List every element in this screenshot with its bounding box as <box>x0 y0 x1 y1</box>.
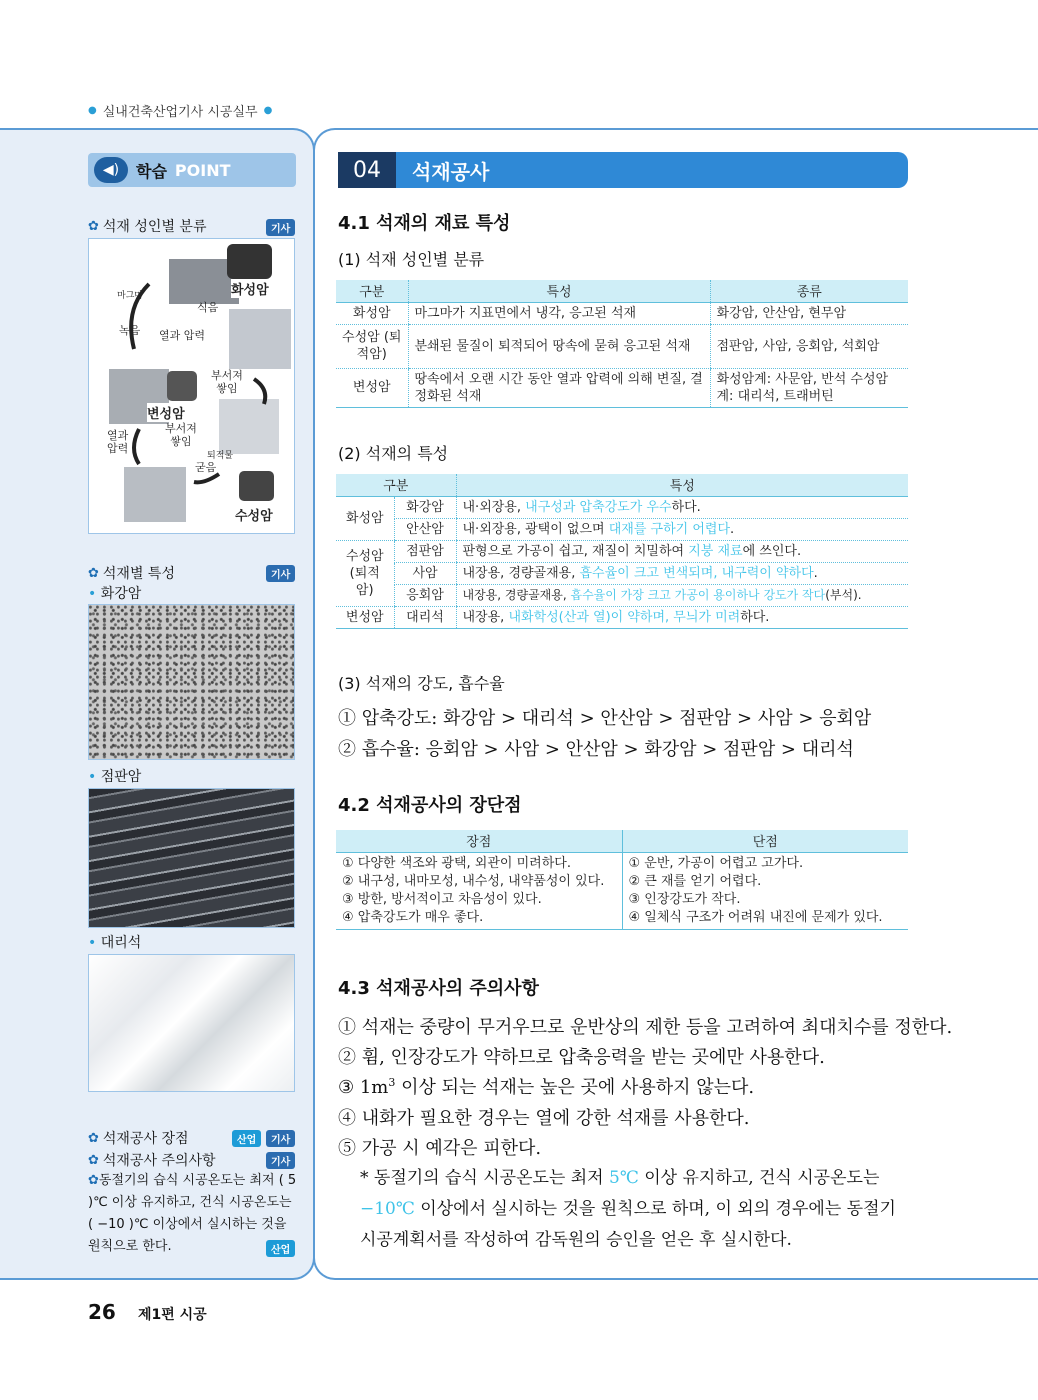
con-item: ① 운반, 가공이 어렵고 고가다. <box>628 855 804 871</box>
subheading-classification: (1) 석재 성인별 분류 <box>338 250 485 269</box>
section-header <box>338 152 908 188</box>
winter-note: * 동절기의 습식 시공온도는 최저 5℃ 이상 유지하고, 건식 시공온도는 −10℃ 이상에서 실시하는 것을 원칙으로 하며, 이 외의 경우에는 동절기 시공계획서를 작성하여 감독원의 승인을 얻은 후 실시한다. <box>360 1168 896 1250</box>
rock-cycle-diagram <box>88 238 295 534</box>
pro-item: ④ 압축강도가 매우 좋다. <box>342 909 484 925</box>
section-number: 04 <box>338 152 396 188</box>
label-heat-pressure-2: 열과 압력 <box>107 429 129 455</box>
heading-4-2: 4.2 석재공사의 장단점 <box>338 795 522 816</box>
con-item: ④ 일체식 구조가 어려워 내진에 문제가 있다. <box>628 909 883 925</box>
section-title: 석재공사 <box>412 159 490 184</box>
label-granite: • 화강암 <box>88 586 142 602</box>
strength-line-2: ② 흡수율: 응회암 > 사암 > 안산암 > 화강암 > 점판암 > 대리석 <box>338 739 854 760</box>
label-cooling: 식음 <box>197 301 219 314</box>
label-magma: 마그마 <box>117 291 144 301</box>
part-label: 제1편 시공 <box>138 1307 207 1323</box>
label-sedimentary: 수성암 <box>235 505 273 524</box>
sidebar-item-precautions: ✿ 석재공사 주의사항 <box>88 1152 216 1169</box>
con-item: ② 큰 재를 얻기 어렵다. <box>628 873 762 889</box>
badge-gisa: 기사 <box>266 1152 295 1169</box>
con-item: ③ 인장강도가 작다. <box>628 891 741 907</box>
pro-item: ① 다양한 색조와 광택, 외관이 미려하다. <box>342 855 571 871</box>
slate-photo <box>88 788 295 928</box>
badge-sanup: 산업 <box>232 1130 261 1147</box>
classification-table: 구분 특성 종류 화성암 마그마가 지표면에서 냉각, 응고된 석재 화강암, 안산암, 현무암 수성암 (퇴적암) 분쇄된 물질이 퇴적되어 땅속에 묻혀 응고된 석재 점판암, 사암, 응회암, 석회암 변성암 땅속에서 오랜 시간 동안 열과 압력에 의해 변질, 결정화된 석재 화성암계: 사문암, 반석 수성암계: 대리석, 트래버틴 <box>336 280 908 408</box>
page-number: 26 <box>88 1300 116 1324</box>
gear-icon: ✿ <box>88 1130 99 1146</box>
pro-item: ③ 방한, 방서적이고 차음성이 있다. <box>342 891 542 907</box>
label-slate: • 점판암 <box>88 769 142 785</box>
marble-photo <box>88 954 295 1092</box>
strength-line-1: ① 압축강도: 화강암 > 대리석 > 안산암 > 점판암 > 사암 > 응회암 <box>338 708 872 729</box>
running-header: ● 실내건축산업기사 시공실무 ● <box>88 105 273 120</box>
heading-4-1: 4.1 석재의 재료 특성 <box>338 213 511 234</box>
label-marble: • 대리석 <box>88 935 142 951</box>
precaution-2: ② 휨, 인장강도가 약하므로 압축응력을 받는 곳에만 사용한다. <box>338 1047 825 1068</box>
gear-icon: ✿ <box>88 565 99 581</box>
properties-table: 구분 특성 화성암 화강암 내·외장용, 내구성과 압축강도가 우수하다. 안산암 내·외장용, 광택이 없으며 대재를 구하기 어렵다. 수성암 (퇴적암) 점판암 판형으로 가공이 쉽고, 재질이 치밀하여 지붕 재료에 쓰인다. 사암 내장용, 경량골재용, 흡수율이 크고 변색되며, 내구력이 약하다. 응회암 내장용, 경량골재용, 흡수율이 가장 크고 가공이 용이하나 강도가 작다(부석). 변성암 대리석 내장용, 내화학성(산과 열)이 약하며, 무늬가 미려하다. <box>336 474 908 629</box>
speaker-icon: ◀) <box>94 157 128 183</box>
badge-gisa: 기사 <box>266 219 295 236</box>
heading-4-3: 4.3 석재공사의 주의사항 <box>338 978 539 999</box>
label-weathering-2: 부서져 쌓임 <box>165 422 197 448</box>
sidebar-item-advantages: ✿ 석재공사 장점 <box>88 1130 189 1147</box>
granite-photo <box>88 604 295 760</box>
sidebar-note-winter: ✿동절기의 습식 시공온도는 최저 ( 5 )℃ 이상 유지하고, 건식 시공온도는 ( −10 )℃ 이상에서 실시하는 것을 원칙으로 한다. <box>88 1173 297 1254</box>
label-melting: 녹음 <box>119 324 141 337</box>
badge-gisa: 기사 <box>266 1130 295 1147</box>
precaution-3: ③ $1m^3$ 이상 되는 석재는 높은 곳에 사용하지 않는다. <box>338 1076 755 1098</box>
subheading-properties: (2) 석재의 특성 <box>338 444 449 463</box>
sidebar-item-classification: ✿ 석재 성인별 분류 <box>88 218 207 235</box>
study-point-box: ◀) 학습 POINT <box>88 153 296 187</box>
label-igneous: 화성암 <box>231 279 269 298</box>
gear-icon: ✿ <box>88 218 99 234</box>
label-sediment: 퇴적물 <box>207 451 234 461</box>
sidebar-item-properties: ✿ 석재별 특성 <box>88 565 175 582</box>
gear-icon: ✿ <box>88 1152 99 1168</box>
badge-gisa: 기사 <box>266 565 295 582</box>
precaution-4: ④ 내화가 필요한 경우는 열에 강한 석재를 사용한다. <box>338 1108 750 1129</box>
label-metamorphic: 변성암 <box>147 403 185 422</box>
label-weathering-1: 부서져 쌓임 <box>211 369 243 395</box>
pros-cons-table: 장점 단점 ① 다양한 색조와 광택, 외관이 미려하다. ② 내구성, 내마모성, 내수성, 내약품성이 있다. ③ 방한, 방서적이고 차음성이 있다. ④ 압축강도가 매우 좋다. ① 운반, 가공이 어렵고 고가다. ② 큰 재를 얻기 어렵다. ③ 인장강도가 작다. ④ 일체식 구조가 어려워 내진에 문제가 있다. <box>336 830 908 930</box>
subheading-strength: (3) 석재의 강도, 흡수율 <box>338 674 505 693</box>
precaution-5: ⑤ 가공 시 예각은 피한다. <box>338 1138 542 1159</box>
label-heat-pressure: 열과 압력 <box>159 329 206 342</box>
badge-sanup: 산업 <box>266 1240 295 1257</box>
precaution-1: ① 석재는 중량이 무거우므로 운반상의 제한 등을 고려하여 최대치수를 정한다. <box>338 1017 953 1038</box>
label-hardening: 굳음 <box>195 461 217 474</box>
pro-item: ② 내구성, 내마모성, 내수성, 내약품성이 있다. <box>342 873 605 889</box>
